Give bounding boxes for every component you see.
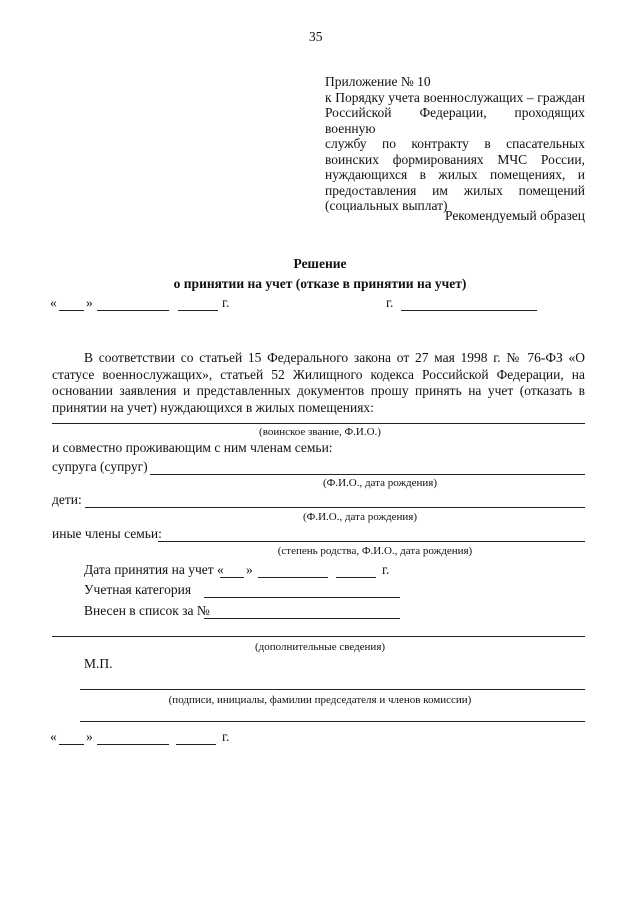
bottom-year-suffix: г. (222, 729, 230, 744)
accept-quote-close: » (246, 562, 253, 577)
city-prefix: г. (386, 295, 394, 310)
year-field[interactable] (178, 310, 218, 311)
accept-day-field[interactable] (220, 577, 244, 578)
day-field[interactable] (59, 310, 84, 311)
month-field[interactable] (97, 310, 169, 311)
children-label: дети: (52, 492, 82, 507)
rank-caption: (воинское звание, Ф.И.О.) (259, 426, 381, 438)
children-caption: (Ф.И.О., дата рождения) (302, 511, 418, 523)
recommended-sample: Рекомендуемый образец (444, 208, 585, 223)
family-label: и совместно проживающим с ним членам семьи: (52, 440, 333, 455)
annex-block (325, 74, 585, 214)
signatures-field[interactable] (80, 689, 585, 690)
accept-month-field[interactable] (258, 577, 328, 578)
spouse-caption: (Ф.И.О., дата рождения) (322, 477, 438, 489)
additional-caption: (дополнительные сведения) (254, 641, 386, 653)
body-text: В соответствии со статьей 15 Федерального закона от 27 мая 1998 г. № 76-ФЗ «О статусе военнослужащих», статьей 52 Жилищного кодекса Российской Федерации, на основании заявления и представленных документов прошу принять на учет (отказать в принятии на учет) нуждающихся в жилых помещениях: (52, 350, 585, 415)
date-quote-open: « (50, 295, 57, 310)
category-label: Учетная категория (84, 582, 192, 597)
signatures-caption: (подписи, инициалы, фамилии председателя и членов комиссии) (168, 694, 472, 706)
seal-label: М.П. (84, 656, 113, 671)
category-field[interactable] (204, 597, 400, 598)
decision-subtitle: о принятии на учет (отказе в принятии на учет) (173, 276, 467, 291)
spouse-field[interactable] (150, 474, 585, 475)
additional-field[interactable] (52, 636, 585, 637)
bottom-month-field[interactable] (97, 744, 169, 745)
bottom-quote-close: » (86, 729, 93, 744)
annex-title: Приложение № 10 (325, 74, 431, 89)
annex-line: нуждающихся в жилых помещениях, и (325, 167, 585, 182)
bottom-quote-open: « (50, 729, 57, 744)
others-label: иные члены семьи: (52, 526, 162, 541)
city-field[interactable] (401, 310, 537, 311)
annex-line: Российской Федерации, проходящих военную (325, 105, 585, 136)
signatures-field-2[interactable] (80, 721, 585, 722)
list-number-field[interactable] (204, 618, 400, 619)
accept-year-suffix: г. (382, 562, 390, 577)
decision-title: Решение (293, 256, 347, 271)
annex-line: службу по контракту в спасательных (325, 136, 585, 151)
bottom-year-field[interactable] (176, 744, 216, 745)
annex-line: воинских формированиях МЧС России, (325, 151, 585, 167)
rank-name-field[interactable] (52, 423, 585, 424)
others-caption: (степень родства, Ф.И.О., дата рождения) (277, 545, 473, 557)
annex-line: (социальных выплат) (325, 198, 448, 213)
page-number: 35 (309, 29, 323, 44)
body-paragraph (52, 350, 585, 416)
others-field[interactable] (158, 541, 585, 542)
date-year-suffix: г. (222, 295, 230, 310)
bottom-day-field[interactable] (59, 744, 84, 745)
annex-line: к Порядку учета военнослужащих – граждан (325, 89, 585, 105)
accept-date-label: Дата принятия на учет « (84, 562, 224, 577)
children-field[interactable] (85, 507, 585, 508)
annex-line: предоставления им жилых помещений (325, 182, 585, 198)
date-quote-close: » (86, 295, 93, 310)
accept-year-field[interactable] (336, 577, 376, 578)
spouse-label: супруга (супруг) (52, 459, 148, 474)
list-label: Внесен в список за № (84, 603, 210, 618)
